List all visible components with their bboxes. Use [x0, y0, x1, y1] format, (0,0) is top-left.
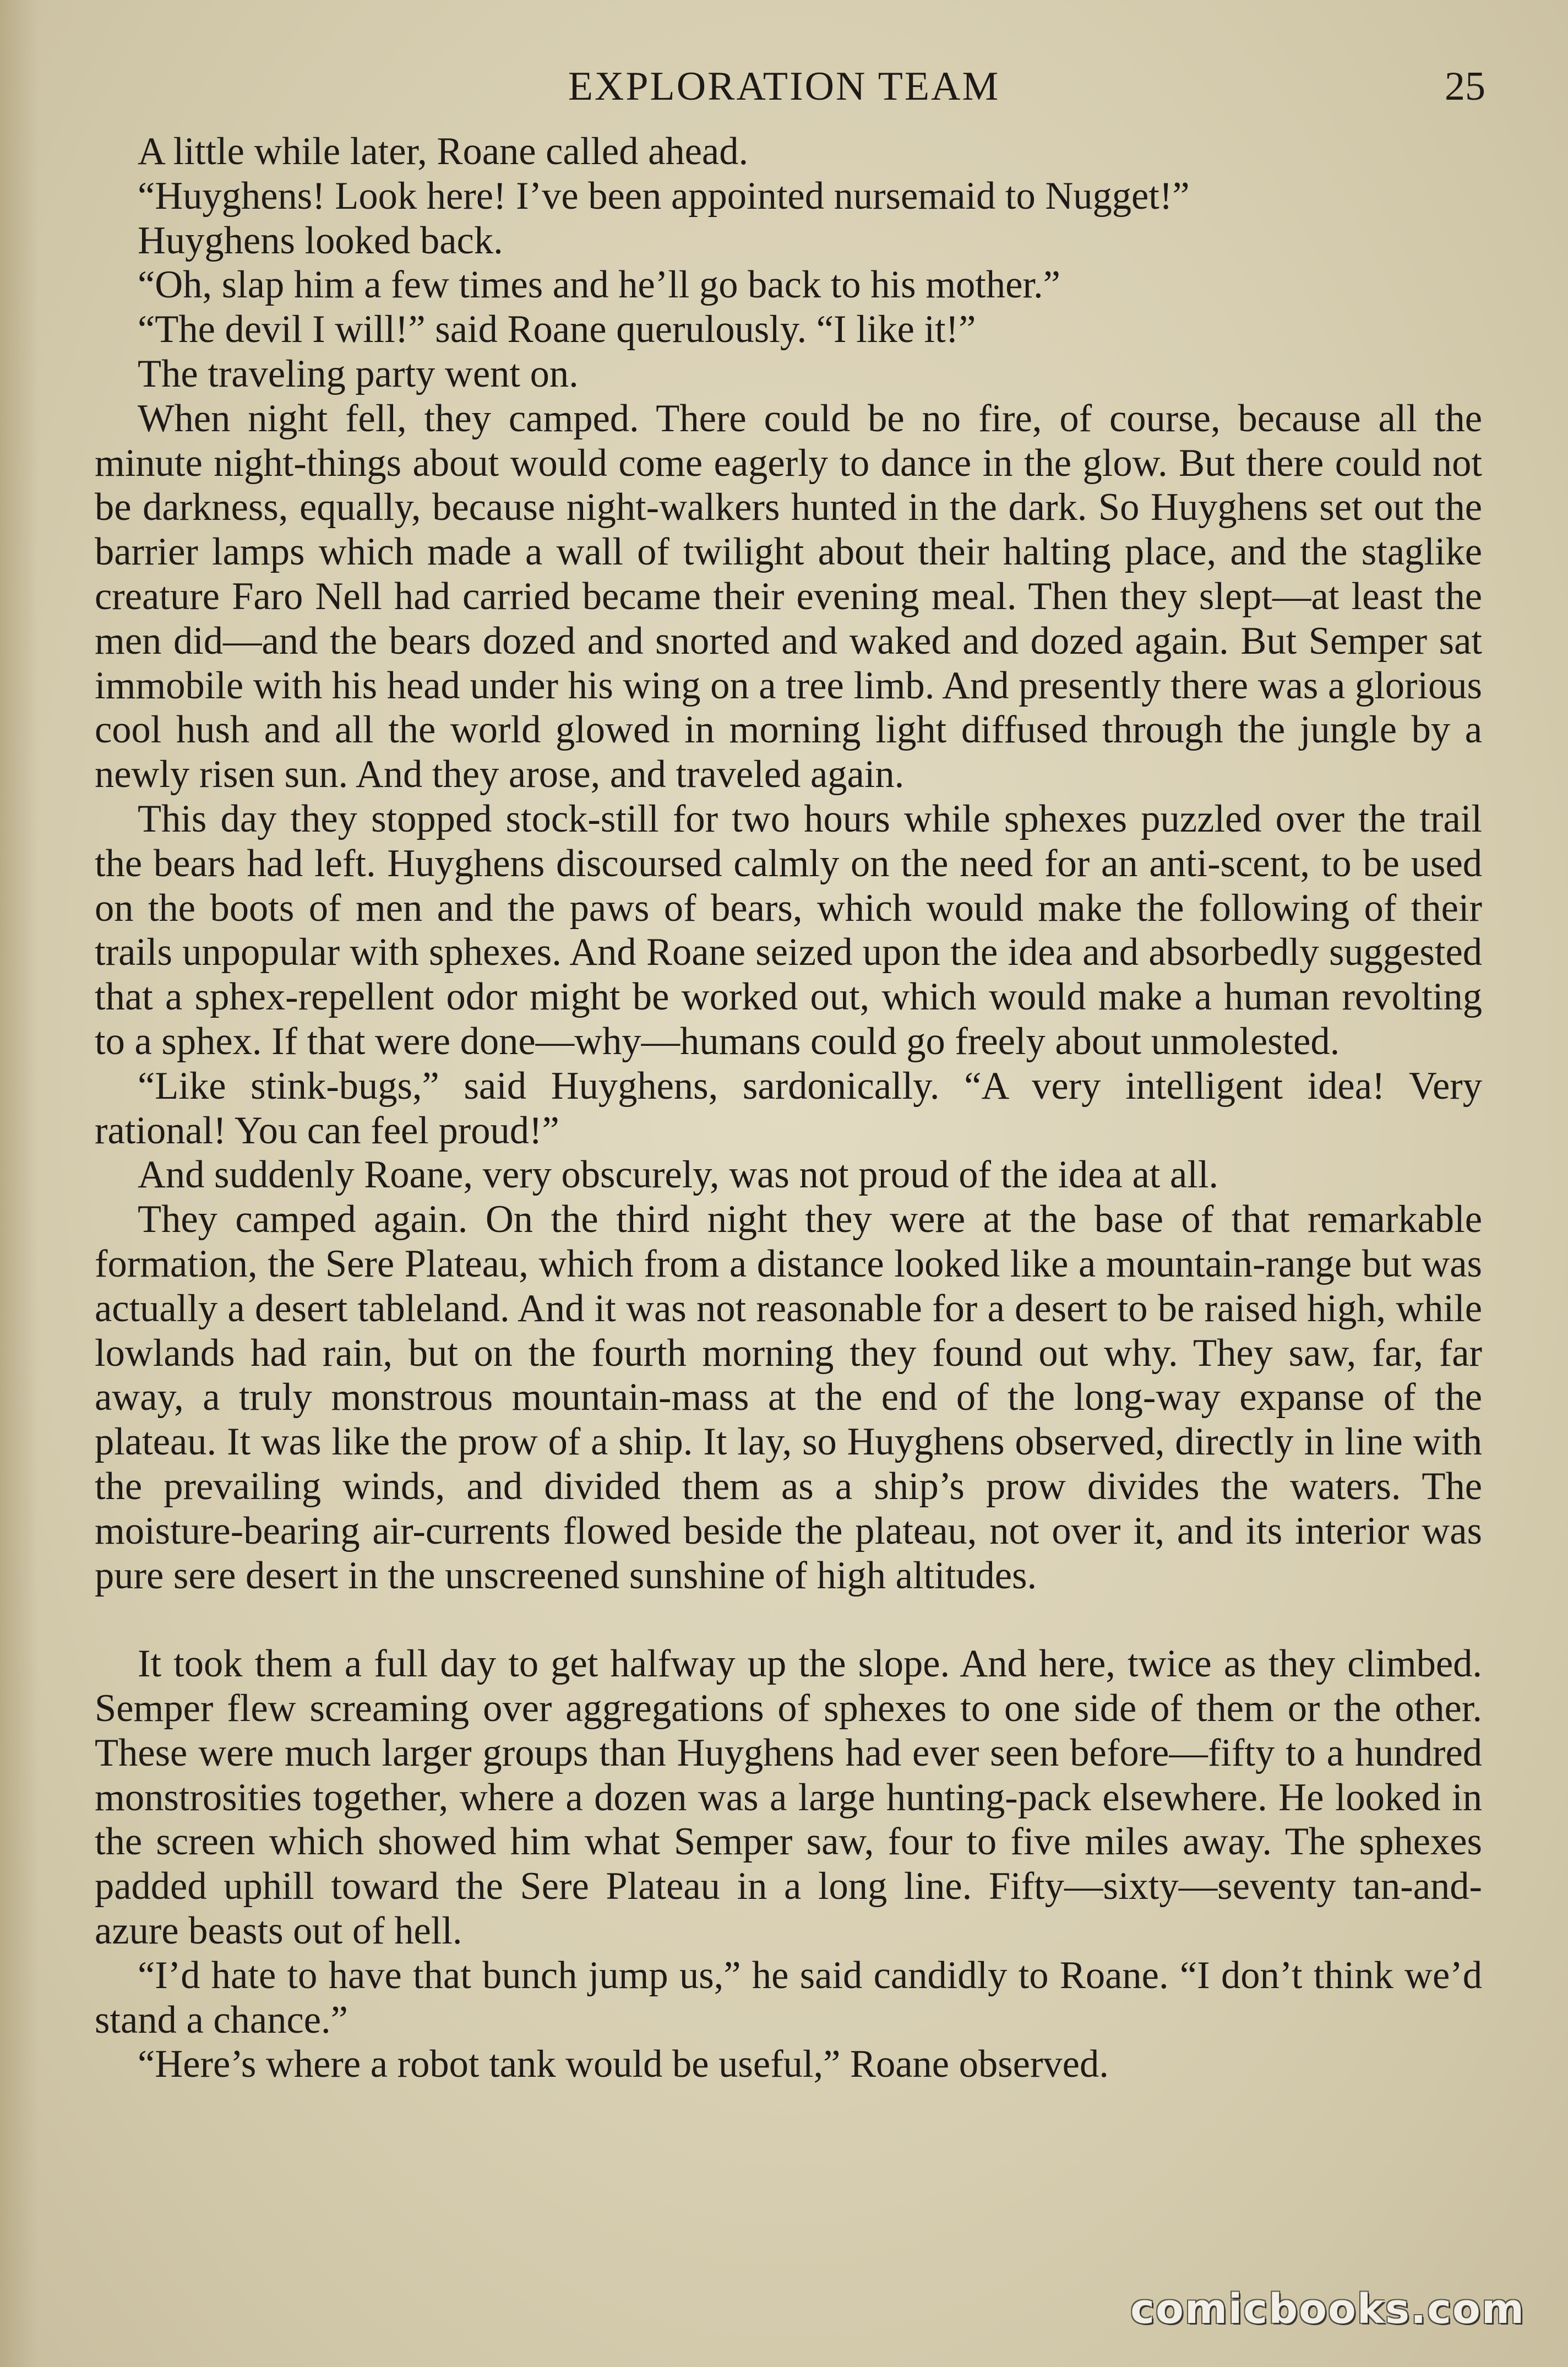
paragraph: This day they stopped stock-still for two hours while sphexes puzzled over the trail the bears had left. Huyghens discoursed calmly on the need for an anti-scent, to be used on the boots of men and the paws of bears, which would make the following of their trails unpopular with sphexes. And Roane seized upon the idea and absorbedly suggested that a sphex-repellent odor might be worked out, which would make a human revolting to a sphex. If that were done—why—humans could go freely about unmolested.	[95, 797, 1482, 1063]
paragraph: “Like stink-bugs,” said Huyghens, sardonically. “A very intelligent idea! Very rational! You can feel proud!”	[95, 1064, 1482, 1152]
paragraph: “Here’s where a robot tank would be useful,” Roane observed.	[138, 2043, 1109, 2086]
paragraph: “The devil I will!” said Roane querulously. “I like it!”	[138, 308, 976, 351]
paragraph: Huyghens looked back.	[138, 219, 503, 262]
paragraph: The traveling party went on.	[138, 352, 579, 395]
running-title: EXPLORATION TEAM	[568, 64, 1000, 109]
paragraph: When night fell, they camped. There could be no fire, of course, because all the minute night-things about would come eagerly to dance in the glow. But there could not be darkness, equally, because night-walkers hunted in the dark. So Huyghens set out the barrier lamps which made a wall of twilight about their halting place, and the staglike creature Faro Nell had carried became their evening meal. Then they slept—at least the men did—and the bears dozed and snorted and waked and dozed again. But Semper sat immobile with his head under his wing on a tree limb. And presently there was a glorious cool hush and all the world glowed in morning light diffused through the jungle by a newly risen sun. And they arose, and traveled again.	[95, 397, 1482, 796]
watermark: comicbooks.com	[1130, 2285, 1525, 2333]
paragraph: A little while later, Roane called ahead.	[138, 130, 749, 173]
paragraph: “I’d hate to have that bunch jump us,” he said candidly to Roane. “I don’t think we’d stand a chance.”	[95, 1953, 1482, 2042]
page-header	[0, 62, 1568, 111]
paragraph: “Oh, slap him a few times and he’ll go back to his mother.”	[138, 263, 1060, 307]
paragraph: “Huyghens! Look here! I’ve been appointed nursemaid to Nugget!”	[138, 174, 1190, 218]
page-edge-shadow	[0, 0, 39, 2367]
paragraph: It took them a full day to get halfway up the slope. And here, twice as they climbed. Semper flew screaming over aggregations of sphexes to one side of them or the other. These were much larger groups than Huyghens had ever seen before—fifty to a hundred monstrosities together, where a dozen was a large hunting-pack elsewhere. He looked in the screen which showed him what Semper saw, four to five miles away. The sphexes padded uphill toward the Sere Plateau in a long line. Fifty—sixty—seventy tan-and-azure beasts out of hell.	[95, 1642, 1482, 1953]
paragraph: And suddenly Roane, very obscurely, was not proud of the idea at all.	[138, 1153, 1219, 1197]
body-text	[95, 129, 1482, 2087]
paragraph: They camped again. On the third night they were at the base of that remarkable formation, the Sere Plateau, which from a distance looked like a mountain-range but was actually a desert tableland. And it was not reasonable for a desert to be raised high, while lowlands had rain, but on the fourth morning they found out why. They saw, far, far away, a truly monstrous mountain-mass at the end of the long-way expanse of the plateau. It was like the prow of a ship. It lay, so Huyghens observed, directly in line with the prevailing winds, and divided them as a ship’s prow divides the waters. The moisture-bearing air-currents flowed beside the plateau, not over it, and its interior was pure sere desert in the unscreened sunshine of high altitudes.	[95, 1198, 1482, 1597]
page-number: 25	[1445, 64, 1485, 109]
